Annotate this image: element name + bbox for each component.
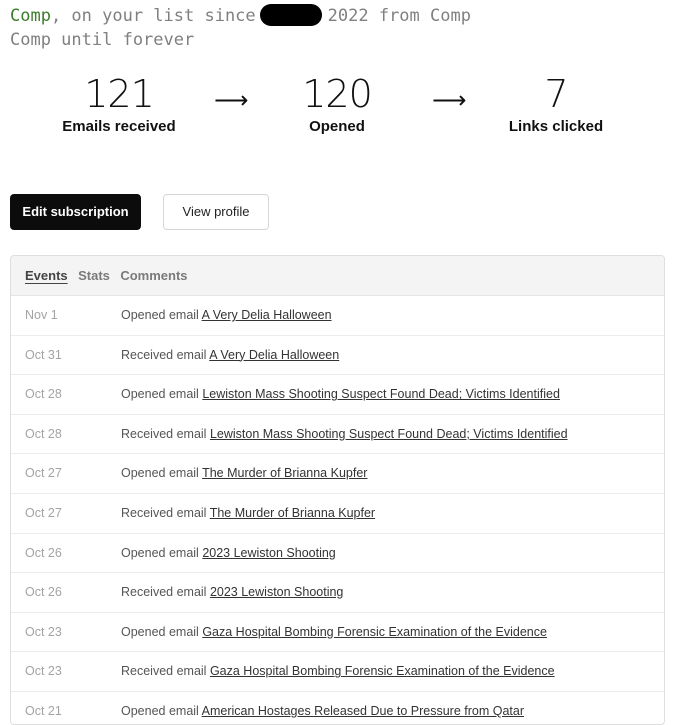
stat-value: 120 xyxy=(302,72,372,116)
event-date: Oct 28 xyxy=(25,426,62,441)
event-date: Nov 1 xyxy=(25,308,58,322)
event-row xyxy=(11,652,664,692)
event-description xyxy=(121,692,524,725)
event-action: Opened email xyxy=(121,703,199,718)
email-title-link[interactable]: The Murder of Brianna Kupfer xyxy=(209,505,376,520)
event-action: Received email xyxy=(121,664,207,679)
tab-bar xyxy=(11,256,664,296)
stat-label: Links clicked xyxy=(508,118,604,135)
event-date: Oct 27 xyxy=(25,505,62,520)
event-description xyxy=(121,336,339,375)
email-title-link[interactable]: Lewiston Mass Shooting Suspect Found Dead; Victims Identified xyxy=(209,426,568,441)
stat-label: Emails received xyxy=(62,118,176,135)
event-description xyxy=(121,375,560,414)
subscriber-name: Comp xyxy=(10,6,51,26)
event-description xyxy=(121,296,332,335)
event-action: Opened email xyxy=(121,308,199,322)
stat-emails-received xyxy=(34,72,204,135)
stat-value: 121 xyxy=(84,72,154,116)
event-row xyxy=(11,454,664,494)
events-list xyxy=(11,296,664,725)
event-date: Oct 26 xyxy=(25,545,62,560)
headline-text-1: , on your list since xyxy=(50,6,256,26)
headline-line-2: Comp until forever xyxy=(10,30,195,50)
email-title-link[interactable]: Gaza Hospital Bombing Forensic Examination of the Evidence xyxy=(202,624,547,639)
event-action: Received email xyxy=(121,347,207,362)
email-title-link[interactable]: 2023 Lewiston Shooting xyxy=(209,585,344,600)
event-description xyxy=(121,573,343,612)
event-action: Opened email xyxy=(121,624,199,639)
headline-text-2: 2022 from Comp xyxy=(327,6,471,26)
stat-value: 7 xyxy=(544,72,568,116)
event-date: Oct 23 xyxy=(25,664,62,679)
edit-subscription-button[interactable]: Edit subscription xyxy=(10,194,141,230)
event-action: Opened email xyxy=(121,387,199,402)
stat-links-clicked xyxy=(471,72,641,135)
event-row xyxy=(11,613,664,653)
view-profile-button[interactable]: View profile xyxy=(163,194,269,230)
event-action: Received email xyxy=(121,426,207,441)
event-description xyxy=(121,613,547,652)
email-title-link[interactable]: The Murder of Brianna Kupfer xyxy=(202,466,368,481)
event-description xyxy=(121,415,568,454)
arrow-right-icon: ⟶ xyxy=(432,86,467,114)
event-description xyxy=(121,652,555,691)
event-date: Oct 27 xyxy=(25,466,62,481)
event-row xyxy=(11,336,664,376)
event-date: Oct 21 xyxy=(25,703,62,718)
event-description xyxy=(121,454,367,493)
event-action: Opened email xyxy=(121,466,199,481)
event-action: Opened email xyxy=(121,545,199,560)
event-row xyxy=(11,415,664,455)
email-title-link[interactable]: A Very Delia Halloween xyxy=(209,347,340,362)
arrow-right-icon: ⟶ xyxy=(214,86,249,114)
subscriber-headline xyxy=(10,4,471,52)
email-title-link[interactable]: A Very Delia Halloween xyxy=(201,308,332,322)
tab-events[interactable]: Events xyxy=(25,268,68,283)
stat-opened xyxy=(252,72,422,135)
event-row xyxy=(11,692,664,725)
event-row xyxy=(11,573,664,613)
tab-stats[interactable]: Stats xyxy=(78,268,110,283)
event-action: Received email xyxy=(121,505,207,520)
email-title-link[interactable]: Gaza Hospital Bombing Forensic Examination of the Evidence xyxy=(209,664,555,679)
event-description xyxy=(121,494,375,533)
event-row xyxy=(11,534,664,574)
event-date: Oct 23 xyxy=(25,624,62,639)
event-row xyxy=(11,494,664,534)
stat-label: Opened xyxy=(309,118,365,135)
event-action: Received email xyxy=(121,585,207,600)
event-description xyxy=(121,534,336,573)
redacted-block xyxy=(260,4,322,26)
event-row xyxy=(11,296,664,336)
email-title-link[interactable]: Lewiston Mass Shooting Suspect Found Dead; Victims Identified xyxy=(202,387,560,402)
activity-panel xyxy=(10,255,665,725)
stats-summary xyxy=(0,72,676,142)
email-title-link[interactable]: American Hostages Released Due to Pressure from Qatar xyxy=(201,703,524,718)
event-date: Oct 26 xyxy=(25,585,62,600)
event-date: Oct 31 xyxy=(25,347,62,362)
event-date: Oct 28 xyxy=(25,387,62,402)
headline-line-1 xyxy=(10,4,471,28)
event-row xyxy=(11,375,664,415)
tab-comments[interactable]: Comments xyxy=(120,268,188,283)
email-title-link[interactable]: 2023 Lewiston Shooting xyxy=(202,545,336,560)
